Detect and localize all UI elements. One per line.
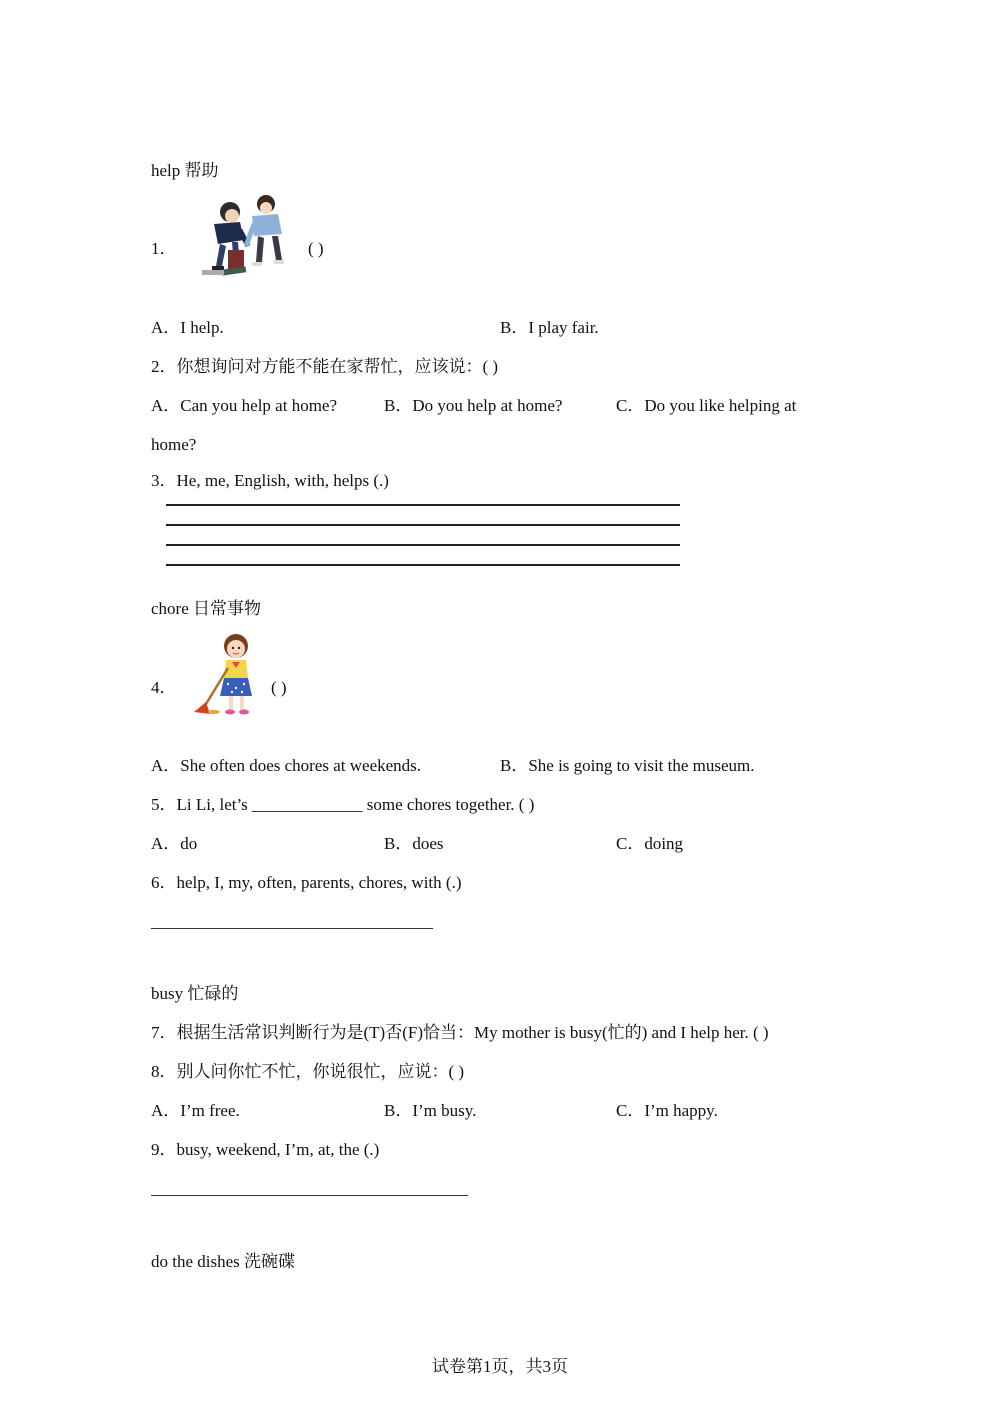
q9-answer-line[interactable] <box>151 1195 468 1196</box>
q5-option-b[interactable]: B．does <box>384 834 444 853</box>
q4-answer-paren: ( ) <box>271 678 287 697</box>
q6-question: 6．help, I, my, often, parents, chores, with (.) <box>151 873 462 892</box>
q4-option-a[interactable]: A．She often does chores at weekends. <box>151 756 422 775</box>
q8-option-c[interactable]: C．I’m happy. <box>616 1101 718 1120</box>
writing-line-1[interactable] <box>166 504 680 506</box>
q1-option-a[interactable]: A．I help. <box>151 318 224 337</box>
q2-option-c-continued: home? <box>151 435 197 454</box>
q8-option-a[interactable]: A．I’m free. <box>151 1101 240 1120</box>
q2-question: 2．你想询问对方能不能在家帮忙，应该说：( ) <box>151 357 499 376</box>
section-title-dishes: do the dishes 洗碗碟 <box>151 1252 296 1271</box>
q1-answer-paren: ( ) <box>308 239 324 258</box>
q4-option-b[interactable]: B．She is going to visit the museum. <box>500 756 755 775</box>
section-title-help: help 帮助 <box>151 161 219 180</box>
q1-number: 1． <box>151 239 177 258</box>
q8-question: 8．别人问你忙不忙，你说很忙，应说：( ) <box>151 1062 465 1081</box>
q1-option-b[interactable]: B．I play fair. <box>500 318 599 337</box>
writing-line-2[interactable] <box>166 524 680 526</box>
two-children-picking-up-books-icon <box>192 194 292 278</box>
writing-line-3[interactable] <box>166 544 680 546</box>
q6-answer-line[interactable] <box>151 928 433 929</box>
page-footer: 试卷第1页，共3页 <box>432 1357 568 1376</box>
girl-sweeping-broom-icon <box>192 632 258 718</box>
q5-question: 5．Li Li, let’s _____________ some chores together. ( ) <box>151 795 535 814</box>
q2-option-b[interactable]: B．Do you help at home? <box>384 396 563 415</box>
q3-question: 3．He, me, English, with, helps (.) <box>151 471 389 490</box>
q2-option-a[interactable]: A．Can you help at home? <box>151 396 338 415</box>
q5-option-c[interactable]: C．doing <box>616 834 684 853</box>
q4-number: 4． <box>151 678 177 697</box>
q2-option-c[interactable]: C．Do you like helping at <box>616 396 797 415</box>
section-title-busy: busy 忙碌的 <box>151 984 239 1003</box>
q5-option-a[interactable]: A．do <box>151 834 198 853</box>
q8-option-b[interactable]: B．I’m busy. <box>384 1101 477 1120</box>
writing-line-4[interactable] <box>166 564 680 566</box>
q9-question: 9．busy, weekend, I’m, at, the (.) <box>151 1140 380 1159</box>
q7-question: 7．根据生活常识判断行为是(T)否(F)恰当：My mother is busy(忙的) and I help her. ( ) <box>151 1023 769 1042</box>
section-title-chore: chore 日常事物 <box>151 599 262 618</box>
